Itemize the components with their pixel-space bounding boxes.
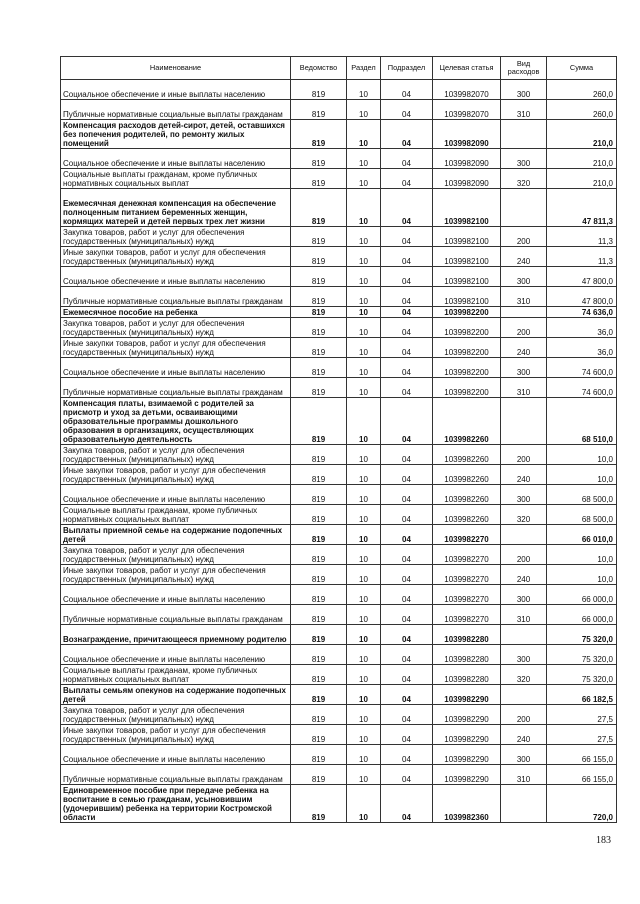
cell-razdel: 10 xyxy=(347,785,381,823)
cell-razdel: 10 xyxy=(347,525,381,545)
cell-name: Социальные выплаты гражданам, кроме публичных нормативных социальных выплат xyxy=(61,169,291,189)
cell-statya: 1039982100 xyxy=(433,287,501,307)
cell-podrazdel: 04 xyxy=(381,725,433,745)
cell-statya: 1039982100 xyxy=(433,267,501,287)
cell-podrazdel: 04 xyxy=(381,565,433,585)
cell-vedomstvo: 819 xyxy=(291,287,347,307)
cell-vedomstvo: 819 xyxy=(291,227,347,247)
cell-name: Социальное обеспечение и иные выплаты населению xyxy=(61,485,291,505)
cell-vedomstvo: 819 xyxy=(291,545,347,565)
header-razdel: Раздел xyxy=(347,57,381,80)
cell-name: Выплаты приемной семье на содержание подопечных детей xyxy=(61,525,291,545)
cell-razdel: 10 xyxy=(347,307,381,318)
cell-vid: 300 xyxy=(501,149,547,169)
cell-summa: 210,0 xyxy=(547,120,617,149)
cell-vid xyxy=(501,307,547,318)
cell-summa: 10,0 xyxy=(547,445,617,465)
cell-vedomstvo: 819 xyxy=(291,765,347,785)
header-vedomstvo: Ведомство xyxy=(291,57,347,80)
table-row xyxy=(61,585,617,605)
cell-vid xyxy=(501,625,547,645)
cell-summa: 66 155,0 xyxy=(547,745,617,765)
cell-name: Вознаграждение, причитающееся приемному родителю xyxy=(61,625,291,645)
cell-vid: 200 xyxy=(501,705,547,725)
cell-razdel: 10 xyxy=(347,485,381,505)
table-row xyxy=(61,287,617,307)
cell-statya: 1039982100 xyxy=(433,189,501,227)
cell-statya: 1039982280 xyxy=(433,645,501,665)
cell-name: Социальные выплаты гражданам, кроме публичных нормативных социальных выплат xyxy=(61,505,291,525)
cell-razdel: 10 xyxy=(347,378,381,398)
cell-vid: 240 xyxy=(501,725,547,745)
cell-vid xyxy=(501,189,547,227)
cell-razdel: 10 xyxy=(347,745,381,765)
cell-vedomstvo: 819 xyxy=(291,149,347,169)
cell-vedomstvo: 819 xyxy=(291,318,347,338)
cell-name: Социальные выплаты гражданам, кроме публичных нормативных социальных выплат xyxy=(61,665,291,685)
cell-razdel: 10 xyxy=(347,765,381,785)
cell-statya: 1039982100 xyxy=(433,247,501,267)
cell-podrazdel: 04 xyxy=(381,80,433,100)
cell-razdel: 10 xyxy=(347,318,381,338)
cell-podrazdel: 04 xyxy=(381,100,433,120)
cell-razdel: 10 xyxy=(347,505,381,525)
cell-summa: 210,0 xyxy=(547,169,617,189)
table-row xyxy=(61,785,617,823)
cell-statya: 1039982270 xyxy=(433,545,501,565)
cell-name: Публичные нормативные социальные выплаты гражданам xyxy=(61,100,291,120)
cell-name: Единовременное пособие при передаче ребенка на воспитание в семью гражданам, усыновившим (удочерившим) ребенка на территории Костромской области xyxy=(61,785,291,823)
cell-vid: 310 xyxy=(501,100,547,120)
cell-podrazdel: 04 xyxy=(381,625,433,645)
cell-podrazdel: 04 xyxy=(381,247,433,267)
cell-summa: 47 811,3 xyxy=(547,189,617,227)
budget-document xyxy=(60,56,616,823)
table-row xyxy=(61,565,617,585)
cell-vid: 200 xyxy=(501,545,547,565)
cell-vedomstvo: 819 xyxy=(291,120,347,149)
cell-vid: 200 xyxy=(501,227,547,247)
cell-podrazdel: 04 xyxy=(381,398,433,445)
cell-razdel: 10 xyxy=(347,585,381,605)
cell-podrazdel: 04 xyxy=(381,785,433,823)
cell-summa: 66 010,0 xyxy=(547,525,617,545)
cell-vid: 300 xyxy=(501,358,547,378)
cell-podrazdel: 04 xyxy=(381,445,433,465)
cell-razdel: 10 xyxy=(347,545,381,565)
cell-podrazdel: 04 xyxy=(381,705,433,725)
cell-name: Закупка товаров, работ и услуг для обеспечения государственных (муниципальных) нужд xyxy=(61,705,291,725)
table-row xyxy=(61,189,617,227)
table-row xyxy=(61,378,617,398)
cell-vid: 300 xyxy=(501,485,547,505)
table-row xyxy=(61,100,617,120)
table-row xyxy=(61,645,617,665)
cell-vid: 200 xyxy=(501,318,547,338)
table-row xyxy=(61,80,617,100)
cell-statya: 1039982200 xyxy=(433,307,501,318)
cell-razdel: 10 xyxy=(347,120,381,149)
cell-razdel: 10 xyxy=(347,725,381,745)
cell-razdel: 10 xyxy=(347,227,381,247)
cell-vid: 320 xyxy=(501,505,547,525)
cell-razdel: 10 xyxy=(347,605,381,625)
cell-vedomstvo: 819 xyxy=(291,565,347,585)
cell-vedomstvo: 819 xyxy=(291,307,347,318)
cell-vid: 300 xyxy=(501,585,547,605)
cell-statya: 1039982090 xyxy=(433,120,501,149)
cell-name: Иные закупки товаров, работ и услуг для обеспечения государственных (муниципальных) нужд xyxy=(61,725,291,745)
cell-vid: 200 xyxy=(501,445,547,465)
cell-vid xyxy=(501,120,547,149)
cell-summa: 10,0 xyxy=(547,545,617,565)
cell-statya: 1039982290 xyxy=(433,705,501,725)
cell-razdel: 10 xyxy=(347,665,381,685)
table-row xyxy=(61,545,617,565)
cell-summa: 74 600,0 xyxy=(547,358,617,378)
cell-summa: 10,0 xyxy=(547,465,617,485)
cell-name: Социальное обеспечение и иные выплаты населению xyxy=(61,645,291,665)
table-row xyxy=(61,445,617,465)
cell-vedomstvo: 819 xyxy=(291,80,347,100)
cell-summa: 27,5 xyxy=(547,725,617,745)
cell-summa: 260,0 xyxy=(547,80,617,100)
header-vid: Вид расходов xyxy=(501,57,547,80)
table-row xyxy=(61,685,617,705)
cell-podrazdel: 04 xyxy=(381,645,433,665)
table-row xyxy=(61,247,617,267)
cell-statya: 1039982280 xyxy=(433,665,501,685)
table-row xyxy=(61,338,617,358)
table-header-row xyxy=(61,57,617,80)
cell-statya: 1039982290 xyxy=(433,725,501,745)
cell-razdel: 10 xyxy=(347,189,381,227)
cell-vedomstvo: 819 xyxy=(291,247,347,267)
cell-razdel: 10 xyxy=(347,358,381,378)
cell-vid: 310 xyxy=(501,287,547,307)
cell-summa: 36,0 xyxy=(547,318,617,338)
table-row xyxy=(61,267,617,287)
cell-vid xyxy=(501,685,547,705)
cell-name: Ежемесячная денежная компенсация на обеспечение полноценным питанием беременных женщин, кормящих матерей и детей первых трех лет жизни xyxy=(61,189,291,227)
cell-statya: 1039982260 xyxy=(433,485,501,505)
table-row xyxy=(61,358,617,378)
cell-summa: 68 500,0 xyxy=(547,505,617,525)
header-summa: Сумма xyxy=(547,57,617,80)
cell-vid xyxy=(501,785,547,823)
table-row xyxy=(61,398,617,445)
table-row xyxy=(61,745,617,765)
cell-vedomstvo: 819 xyxy=(291,445,347,465)
table-row xyxy=(61,725,617,745)
cell-statya: 1039982070 xyxy=(433,100,501,120)
cell-podrazdel: 04 xyxy=(381,745,433,765)
cell-statya: 1039982090 xyxy=(433,149,501,169)
cell-razdel: 10 xyxy=(347,398,381,445)
cell-razdel: 10 xyxy=(347,100,381,120)
cell-statya: 1039982070 xyxy=(433,80,501,100)
cell-podrazdel: 04 xyxy=(381,605,433,625)
table-row xyxy=(61,120,617,149)
cell-name: Выплаты семьям опекунов на содержание подопечных детей xyxy=(61,685,291,705)
cell-razdel: 10 xyxy=(347,565,381,585)
cell-vedomstvo: 819 xyxy=(291,645,347,665)
table-row xyxy=(61,625,617,645)
cell-vedomstvo: 819 xyxy=(291,725,347,745)
cell-name: Публичные нормативные социальные выплаты гражданам xyxy=(61,287,291,307)
budget-table xyxy=(60,56,617,823)
cell-vedomstvo: 819 xyxy=(291,398,347,445)
cell-vid: 240 xyxy=(501,247,547,267)
table-row xyxy=(61,307,617,318)
cell-name: Социальное обеспечение и иные выплаты населению xyxy=(61,585,291,605)
cell-name: Социальное обеспечение и иные выплаты населению xyxy=(61,267,291,287)
cell-name: Закупка товаров, работ и услуг для обеспечения государственных (муниципальных) нужд xyxy=(61,545,291,565)
cell-statya: 1039982290 xyxy=(433,745,501,765)
cell-podrazdel: 04 xyxy=(381,525,433,545)
cell-statya: 1039982260 xyxy=(433,445,501,465)
cell-razdel: 10 xyxy=(347,287,381,307)
cell-summa: 210,0 xyxy=(547,149,617,169)
cell-vid: 320 xyxy=(501,665,547,685)
cell-summa: 74 636,0 xyxy=(547,307,617,318)
cell-vedomstvo: 819 xyxy=(291,485,347,505)
cell-vedomstvo: 819 xyxy=(291,505,347,525)
cell-summa: 66 182,5 xyxy=(547,685,617,705)
cell-summa: 47 800,0 xyxy=(547,267,617,287)
cell-summa: 66 000,0 xyxy=(547,585,617,605)
cell-razdel: 10 xyxy=(347,645,381,665)
cell-statya: 1039982280 xyxy=(433,625,501,645)
cell-vedomstvo: 819 xyxy=(291,169,347,189)
cell-vedomstvo: 819 xyxy=(291,785,347,823)
cell-vid xyxy=(501,398,547,445)
cell-name: Компенсация платы, взимаемой с родителей за присмотр и уход за детьми, осваивающими образовательные программы дошкольного образования в организациях, осуществляющих образовательную деятельность xyxy=(61,398,291,445)
cell-podrazdel: 04 xyxy=(381,685,433,705)
header-podrazdel: Подраздел xyxy=(381,57,433,80)
cell-statya: 1039982270 xyxy=(433,605,501,625)
cell-name: Публичные нормативные социальные выплаты гражданам xyxy=(61,378,291,398)
table-row xyxy=(61,505,617,525)
cell-podrazdel: 04 xyxy=(381,665,433,685)
cell-podrazdel: 04 xyxy=(381,545,433,565)
cell-vid: 300 xyxy=(501,80,547,100)
cell-statya: 1039982270 xyxy=(433,585,501,605)
cell-razdel: 10 xyxy=(347,625,381,645)
cell-name: Иные закупки товаров, работ и услуг для обеспечения государственных (муниципальных) нужд xyxy=(61,565,291,585)
cell-statya: 1039982290 xyxy=(433,685,501,705)
cell-vedomstvo: 819 xyxy=(291,358,347,378)
cell-vid: 320 xyxy=(501,169,547,189)
cell-vid: 240 xyxy=(501,338,547,358)
table-row xyxy=(61,227,617,247)
cell-statya: 1039982360 xyxy=(433,785,501,823)
header-name: Наименование xyxy=(61,57,291,80)
cell-summa: 75 320,0 xyxy=(547,645,617,665)
cell-summa: 66 155,0 xyxy=(547,765,617,785)
cell-summa: 75 320,0 xyxy=(547,665,617,685)
cell-name: Закупка товаров, работ и услуг для обеспечения государственных (муниципальных) нужд xyxy=(61,227,291,247)
cell-vedomstvo: 819 xyxy=(291,705,347,725)
cell-summa: 720,0 xyxy=(547,785,617,823)
cell-name: Иные закупки товаров, работ и услуг для обеспечения государственных (муниципальных) нужд xyxy=(61,338,291,358)
cell-vedomstvo: 819 xyxy=(291,585,347,605)
cell-podrazdel: 04 xyxy=(381,169,433,189)
cell-summa: 68 510,0 xyxy=(547,398,617,445)
page-number: 183 xyxy=(596,835,611,846)
table-row xyxy=(61,765,617,785)
table-body xyxy=(61,80,617,823)
cell-summa: 74 600,0 xyxy=(547,378,617,398)
cell-vid xyxy=(501,525,547,545)
cell-summa: 11,3 xyxy=(547,227,617,247)
cell-statya: 1039982100 xyxy=(433,227,501,247)
cell-vedomstvo: 819 xyxy=(291,338,347,358)
cell-statya: 1039982260 xyxy=(433,398,501,445)
cell-name: Социальное обеспечение и иные выплаты населению xyxy=(61,80,291,100)
cell-name: Социальное обеспечение и иные выплаты населению xyxy=(61,149,291,169)
cell-name: Иные закупки товаров, работ и услуг для обеспечения государственных (муниципальных) нужд xyxy=(61,247,291,267)
cell-statya: 1039982260 xyxy=(433,465,501,485)
cell-summa: 68 500,0 xyxy=(547,485,617,505)
cell-statya: 1039982270 xyxy=(433,565,501,585)
cell-razdel: 10 xyxy=(347,247,381,267)
cell-vedomstvo: 819 xyxy=(291,100,347,120)
table-row xyxy=(61,149,617,169)
cell-vedomstvo: 819 xyxy=(291,465,347,485)
cell-podrazdel: 04 xyxy=(381,189,433,227)
cell-name: Закупка товаров, работ и услуг для обеспечения государственных (муниципальных) нужд xyxy=(61,318,291,338)
cell-razdel: 10 xyxy=(347,705,381,725)
cell-name: Социальное обеспечение и иные выплаты населению xyxy=(61,745,291,765)
cell-razdel: 10 xyxy=(347,445,381,465)
cell-name: Иные закупки товаров, работ и услуг для обеспечения государственных (муниципальных) нужд xyxy=(61,465,291,485)
cell-vid: 300 xyxy=(501,267,547,287)
cell-razdel: 10 xyxy=(347,338,381,358)
cell-statya: 1039982090 xyxy=(433,169,501,189)
table-row xyxy=(61,485,617,505)
table-row xyxy=(61,705,617,725)
cell-statya: 1039982290 xyxy=(433,765,501,785)
cell-podrazdel: 04 xyxy=(381,505,433,525)
cell-podrazdel: 04 xyxy=(381,765,433,785)
cell-vid: 300 xyxy=(501,645,547,665)
cell-razdel: 10 xyxy=(347,267,381,287)
table-row xyxy=(61,665,617,685)
table-row xyxy=(61,605,617,625)
cell-name: Закупка товаров, работ и услуг для обеспечения государственных (муниципальных) нужд xyxy=(61,445,291,465)
cell-vedomstvo: 819 xyxy=(291,685,347,705)
cell-razdel: 10 xyxy=(347,685,381,705)
cell-name: Компенсация расходов детей-сирот, детей, оставшихся без попечения родителей, по ремонту жилых помещений xyxy=(61,120,291,149)
cell-vid: 300 xyxy=(501,745,547,765)
header-statya: Целевая статья xyxy=(433,57,501,80)
cell-statya: 1039982270 xyxy=(433,525,501,545)
cell-podrazdel: 04 xyxy=(381,120,433,149)
cell-podrazdel: 04 xyxy=(381,585,433,605)
cell-podrazdel: 04 xyxy=(381,149,433,169)
cell-vedomstvo: 819 xyxy=(291,267,347,287)
cell-statya: 1039982200 xyxy=(433,318,501,338)
cell-vid: 310 xyxy=(501,378,547,398)
cell-podrazdel: 04 xyxy=(381,338,433,358)
cell-razdel: 10 xyxy=(347,80,381,100)
cell-name: Публичные нормативные социальные выплаты гражданам xyxy=(61,765,291,785)
cell-summa: 10,0 xyxy=(547,565,617,585)
cell-podrazdel: 04 xyxy=(381,227,433,247)
table-row xyxy=(61,465,617,485)
cell-vedomstvo: 819 xyxy=(291,378,347,398)
cell-summa: 36,0 xyxy=(547,338,617,358)
cell-statya: 1039982260 xyxy=(433,505,501,525)
cell-vedomstvo: 819 xyxy=(291,745,347,765)
cell-statya: 1039982200 xyxy=(433,358,501,378)
table-row xyxy=(61,169,617,189)
cell-podrazdel: 04 xyxy=(381,307,433,318)
cell-podrazdel: 04 xyxy=(381,287,433,307)
cell-summa: 75 320,0 xyxy=(547,625,617,645)
cell-vid: 240 xyxy=(501,465,547,485)
table-row xyxy=(61,525,617,545)
cell-summa: 27,5 xyxy=(547,705,617,725)
cell-podrazdel: 04 xyxy=(381,318,433,338)
cell-podrazdel: 04 xyxy=(381,267,433,287)
cell-razdel: 10 xyxy=(347,149,381,169)
cell-vedomstvo: 819 xyxy=(291,189,347,227)
cell-statya: 1039982200 xyxy=(433,338,501,358)
cell-razdel: 10 xyxy=(347,169,381,189)
cell-statya: 1039982200 xyxy=(433,378,501,398)
cell-razdel: 10 xyxy=(347,465,381,485)
table-row xyxy=(61,318,617,338)
cell-vedomstvo: 819 xyxy=(291,525,347,545)
cell-summa: 260,0 xyxy=(547,100,617,120)
cell-summa: 11,3 xyxy=(547,247,617,267)
cell-name: Социальное обеспечение и иные выплаты населению xyxy=(61,358,291,378)
cell-vid: 310 xyxy=(501,605,547,625)
cell-name: Публичные нормативные социальные выплаты гражданам xyxy=(61,605,291,625)
cell-summa: 66 000,0 xyxy=(547,605,617,625)
cell-vid: 240 xyxy=(501,565,547,585)
cell-podrazdel: 04 xyxy=(381,378,433,398)
cell-vedomstvo: 819 xyxy=(291,665,347,685)
cell-podrazdel: 04 xyxy=(381,465,433,485)
cell-vedomstvo: 819 xyxy=(291,625,347,645)
cell-name: Ежемесячное пособие на ребенка xyxy=(61,307,291,318)
cell-vedomstvo: 819 xyxy=(291,605,347,625)
cell-podrazdel: 04 xyxy=(381,485,433,505)
cell-summa: 47 800,0 xyxy=(547,287,617,307)
cell-podrazdel: 04 xyxy=(381,358,433,378)
cell-vid: 310 xyxy=(501,765,547,785)
